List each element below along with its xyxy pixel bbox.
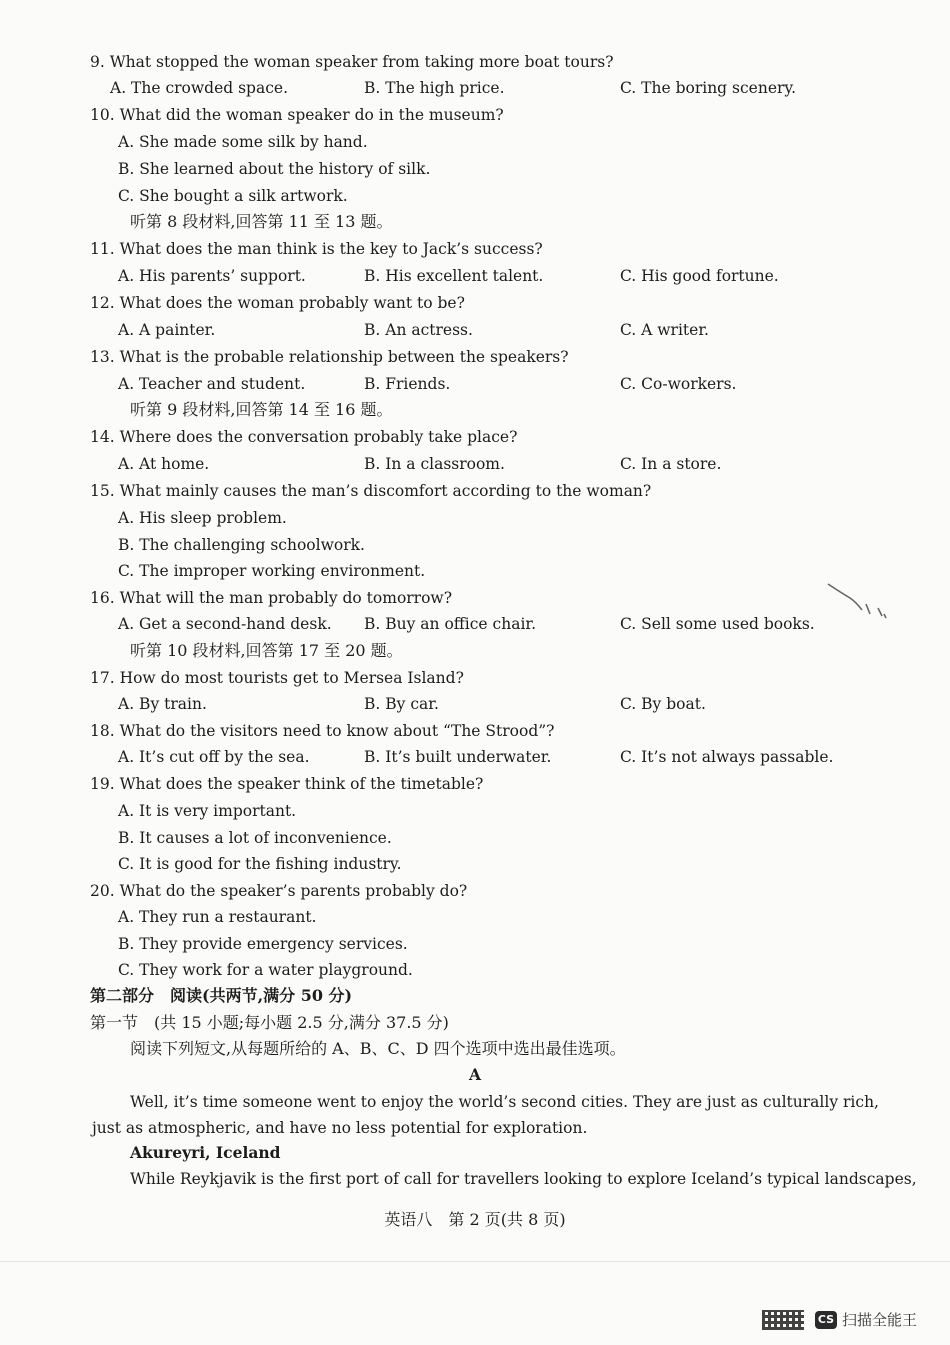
- option-c: C. Co-workers.: [620, 375, 737, 393]
- option-c: C. The boring scenery.: [620, 79, 797, 97]
- qr-code-icon: [762, 1310, 804, 1330]
- option-a: A. Teacher and student.: [118, 375, 306, 393]
- option-a: A. She made some silk by hand.: [118, 133, 368, 151]
- question-text: 19. What does the speaker think of the timetable?: [90, 775, 484, 793]
- question-text: 18. What do the visitors need to know about “The Strood”?: [90, 722, 555, 740]
- option-a: A. It’s cut off by the sea.: [118, 748, 310, 766]
- option-b: B. The high price.: [364, 79, 505, 97]
- scanner-logo-icon: CS: [815, 1311, 837, 1329]
- option-a: A. They run a restaurant.: [118, 908, 317, 926]
- option-b: B. His excellent talent.: [364, 267, 544, 285]
- option-b: B. Friends.: [364, 375, 451, 393]
- instruction-text: 听第 9 段材料,回答第 14 至 16 题。: [130, 400, 393, 419]
- option-a: A. By train.: [118, 695, 207, 713]
- option-c: C. Sell some used books.: [620, 615, 815, 633]
- question-text: 10. What did the woman speaker do in the museum?: [90, 106, 504, 124]
- option-b: B. In a classroom.: [364, 455, 505, 473]
- question-text: 16. What will the man probably do tomorrow?: [90, 589, 453, 607]
- question-text: 15. What mainly causes the man’s discomfort according to the woman?: [90, 482, 652, 500]
- question-text: 11. What does the man think is the key to Jack’s success?: [90, 240, 543, 258]
- option-a: A. At home.: [118, 455, 210, 473]
- option-a: A. A painter.: [118, 321, 216, 339]
- question-text: 14. Where does the conversation probably take place?: [90, 428, 518, 446]
- option-a: A. His sleep problem.: [118, 509, 287, 527]
- option-b: B. She learned about the history of silk.: [118, 160, 431, 178]
- option-a: A. It is very important.: [118, 802, 297, 820]
- passage-paragraph-1: Well, it’s time someone went to enjoy the world’s second cities. They are just as culturally rich, just as atmospheric, and have no less potential for exploration.: [92, 1093, 879, 1137]
- directions-text: 阅读下列短文,从每题所给的 A、B、C、D 四个选项中选出最佳选项。: [130, 1039, 626, 1058]
- option-c: C. A writer.: [620, 321, 709, 339]
- option-c: C. His good fortune.: [620, 267, 779, 285]
- passage-label-text: A: [468, 1065, 482, 1084]
- part-title-text: 第二部分 阅读(共两节,满分 50 分): [90, 986, 353, 1005]
- option-b: B. By car.: [364, 695, 439, 713]
- question-text: 13. What is the probable relationship between the speakers?: [90, 348, 569, 366]
- option-b: B. Buy an office chair.: [364, 615, 537, 633]
- option-a: A. His parents’ support.: [118, 267, 306, 285]
- question-text: 20. What do the speaker’s parents probably do?: [90, 882, 468, 900]
- option-b: B. The challenging schoolwork.: [118, 536, 365, 554]
- option-c: C. It’s not always passable.: [620, 748, 834, 766]
- paragraph-text: While Reykjavik is the first port of call for travellers looking to explore Iceland’s typical landscapes,: [130, 1170, 917, 1188]
- option-b: B. An actress.: [364, 321, 473, 339]
- option-b: B. It causes a lot of inconvenience.: [118, 829, 392, 847]
- heading-text: Akureyri, Iceland: [130, 1143, 281, 1162]
- page-number: 英语八 第 2 页(共 8 页): [384, 1210, 566, 1229]
- option-a: A. Get a second-hand desk.: [118, 615, 332, 633]
- option-b: B. It’s built underwater.: [364, 748, 552, 766]
- option-c: C. In a store.: [620, 455, 722, 473]
- option-c: C. She bought a silk artwork.: [118, 187, 348, 205]
- question-text: 17. How do most tourists get to Mersea Island?: [90, 669, 464, 687]
- option-c: C. By boat.: [620, 695, 706, 713]
- option-a: A. The crowded space.: [110, 79, 289, 97]
- option-c: C. It is good for the fishing industry.: [118, 855, 402, 873]
- option-c: C. The improper working environment.: [118, 562, 426, 580]
- page-divider: [0, 1261, 950, 1262]
- section-title-text: 第一节 (共 15 小题;每小题 2.5 分,满分 37.5 分): [90, 1013, 449, 1032]
- question-text: 9. What stopped the woman speaker from taking more boat tours?: [90, 53, 614, 71]
- option-c: C. They work for a water playground.: [118, 961, 413, 979]
- instruction-text: 听第 8 段材料,回答第 11 至 13 题。: [130, 212, 393, 231]
- option-b: B. They provide emergency services.: [118, 935, 408, 953]
- scanner-watermark: 扫描全能王: [842, 1311, 918, 1329]
- pen-mark: [826, 580, 890, 620]
- instruction-text: 听第 10 段材料,回答第 17 至 20 题。: [130, 641, 403, 660]
- question-text: 12. What does the woman probably want to be?: [90, 294, 465, 312]
